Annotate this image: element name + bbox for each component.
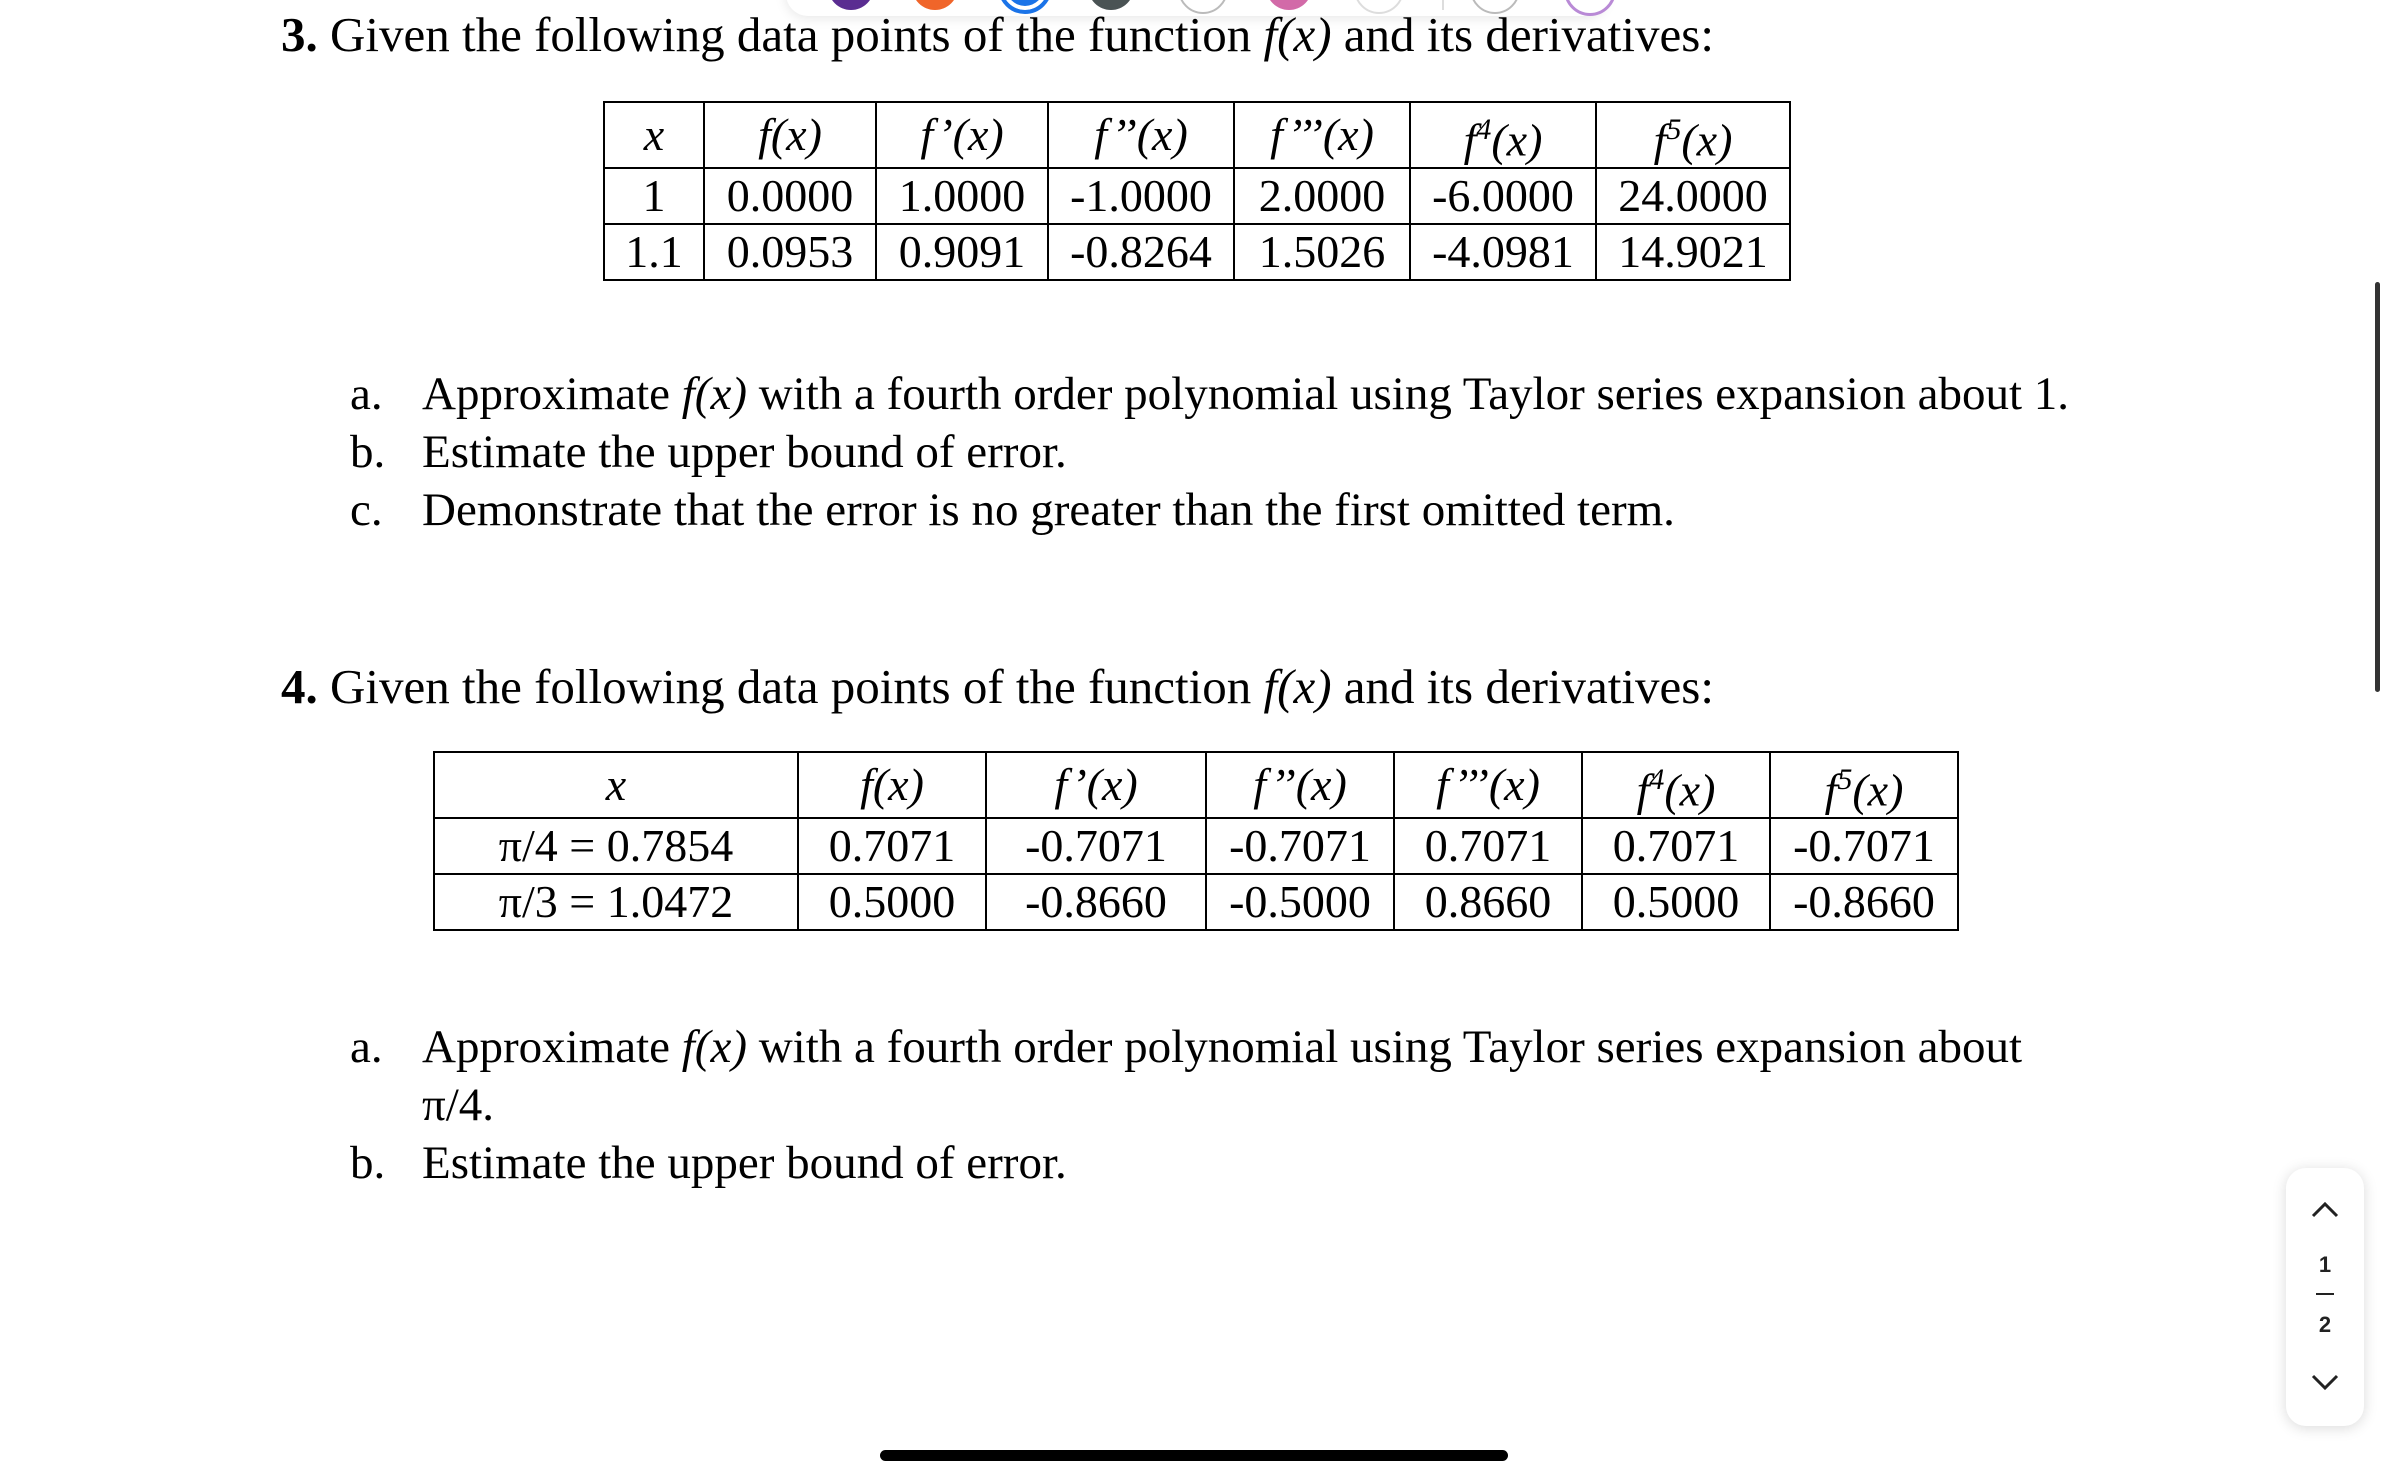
q3-number: 3. [281,7,318,62]
header-f: f [1463,114,1477,166]
q4-number: 4. [281,659,318,714]
table-row [434,874,1958,930]
table-cell: 1.0000 [876,168,1048,224]
header-cell: f’(x) [986,752,1206,818]
item-marker: b. [350,1137,386,1189]
header-superscript: 4 [1649,763,1665,796]
q3-text-after: and its derivatives: [1331,7,1714,62]
item-text-post: with a fourth order polynomial using Taylor series expansion about 1. [746,368,2070,420]
q3-data-table [603,101,1791,281]
header-superscript: 4 [1476,113,1492,146]
table-cell: 0.7071 [1394,818,1582,874]
header-cell: f’(x) [876,102,1048,168]
table-cell: -0.7071 [1206,818,1394,874]
table-cell: π/3 = 1.0472 [434,874,798,930]
item-marker: a. [350,368,383,420]
list-item [350,365,2070,423]
table-cell: -0.7071 [986,818,1206,874]
item-fx: f(x) [681,1021,747,1073]
table-row [434,818,1958,874]
table-cell: 1.5026 [1234,224,1410,280]
q4-data-table [433,751,1959,931]
header-tail: (x) [1664,764,1716,816]
table-row [604,224,1790,280]
table-cell: 0.5000 [1582,874,1770,930]
header-superscript: 5 [1837,763,1853,796]
header-cell: f’’’(x) [1394,752,1582,818]
list-item [350,481,2069,539]
item-marker: b. [350,426,386,478]
header-cell: f(x) [704,102,876,168]
header-f: f [1636,764,1650,816]
chevron-down-icon[interactable] [2311,1374,2339,1392]
item-text-post: with a fourth order polynomial using Taylor series expansion about [746,1021,2023,1073]
item-text: Estimate the upper bound of error. [422,426,1067,478]
table-header-row [604,102,1790,168]
total-pages-number: 2 [2318,1312,2332,1337]
q3-subquestions [350,365,2070,539]
header-cell: f’’’(x) [1234,102,1410,168]
q4-fx: f(x) [1263,659,1332,714]
table-cell: 0.7071 [798,818,986,874]
table-cell: -0.5000 [1206,874,1394,930]
table-cell: 2.0000 [1234,168,1410,224]
header-tail: (x) [1491,114,1543,166]
header-cell [1596,102,1790,168]
table-row [604,168,1790,224]
current-page-number: 1 [2318,1252,2332,1277]
scrollbar[interactable] [2375,282,2380,692]
list-item [350,1018,2062,1134]
q4-text-before: Given the following data points of the function [317,659,1264,714]
table-cell: -6.0000 [1410,168,1596,224]
item-text: Demonstrate that the error is no greater than the first omitted term. [422,484,1675,536]
table-header-row [434,752,1958,818]
header-tail: (x) [1681,114,1733,166]
item-text-line2: π/4. [422,1079,495,1131]
q3-text-before: Given the following data points of the function [317,7,1264,62]
item-marker: a. [350,1021,383,1073]
header-cell [1770,752,1958,818]
q4-heading [281,658,1714,715]
table-cell: 1.1 [604,224,704,280]
header-f: f [1653,114,1667,166]
table-cell: 0.7071 [1582,818,1770,874]
header-superscript: 5 [1666,113,1682,146]
table-cell: 1 [604,168,704,224]
table-cell: 0.8660 [1394,874,1582,930]
table-cell: -1.0000 [1048,168,1234,224]
chevron-up-icon[interactable] [2311,1200,2339,1218]
page-divider [2316,1293,2334,1295]
table-cell: 0.0953 [704,224,876,280]
header-cell [1410,102,1596,168]
table-cell: 0.9091 [876,224,1048,280]
item-marker: c. [350,484,383,536]
table-cell: -0.8660 [986,874,1206,930]
list-item [350,1134,2062,1192]
header-cell: f’’(x) [1048,102,1234,168]
item-fx: f(x) [681,368,747,420]
page-navigator [2286,1168,2364,1426]
header-cell: f(x) [798,752,986,818]
q3-fx: f(x) [1263,7,1332,62]
item-text-pre: Approximate [422,368,682,420]
table-cell: 0.0000 [704,168,876,224]
header-cell [1582,752,1770,818]
table-cell: 14.9021 [1596,224,1790,280]
table-cell: 24.0000 [1596,168,1790,224]
table-cell: 0.5000 [798,874,986,930]
table-cell: -0.7071 [1770,818,1958,874]
q3-heading [281,6,1714,63]
table-cell: π/4 = 0.7854 [434,818,798,874]
header-tail: (x) [1852,764,1904,816]
table-cell: -0.8264 [1048,224,1234,280]
q4-text-after: and its derivatives: [1331,659,1714,714]
header-f: f [1824,764,1838,816]
list-item [350,423,2069,481]
header-cell: x [434,752,798,818]
table-cell: -4.0981 [1410,224,1596,280]
item-text-pre: Approximate [422,1021,682,1073]
header-cell: f’’(x) [1206,752,1394,818]
q4-subquestions [350,1018,2062,1192]
home-indicator[interactable] [880,1450,1508,1461]
header-cell: x [604,102,704,168]
table-cell: -0.8660 [1770,874,1958,930]
item-text: Estimate the upper bound of error. [422,1137,1067,1189]
